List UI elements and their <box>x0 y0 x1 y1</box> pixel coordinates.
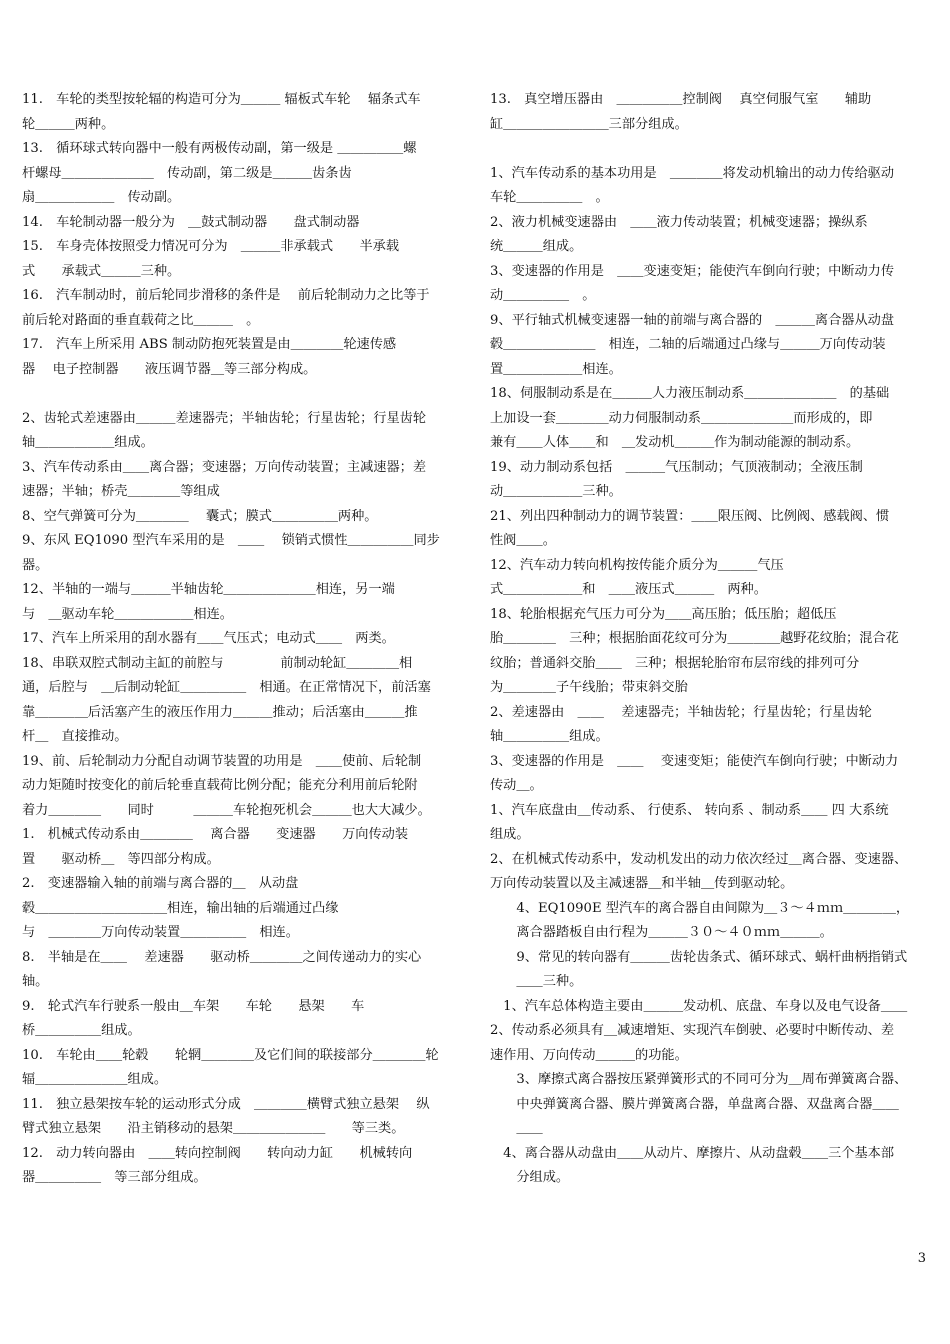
text-line: 10. 车轮由＿＿轮毂 轮辋＿＿＿＿及它们间的联接部分＿＿＿＿轮 <box>22 1047 439 1063</box>
text-line: 9、常见的转向器有＿＿＿齿轮齿条式、循环球式、蜗杆曲柄指销式 <box>490 949 908 965</box>
text-line: 11. 车轮的类型按轮辐的构造可分为＿＿＿ 辐板式车轮 辐条式车 <box>22 92 421 107</box>
text-line: 速器；半轴；桥壳＿＿＿＿等组成 <box>22 484 220 499</box>
text-line: ＿＿三种。 <box>490 974 583 989</box>
text-line: 离合器踏板自由行程为＿＿＿３０～４０ｍｍ＿＿＿。 <box>490 925 833 940</box>
text-line: 1. 机械式传动系由＿＿＿＿ 离合器 变速器 万向传动装 <box>22 827 409 842</box>
text-line: 车轮＿＿＿＿＿ 。 <box>490 190 609 205</box>
text-line: 桥＿＿＿＿＿组成。 <box>22 1023 141 1038</box>
text-line: 15. 车身壳体按照受力情况可分为 ＿＿＿非承载式 半承载 <box>22 239 400 254</box>
text-line: 2. 变速器输入轴的前端与离合器的＿ 从动盘 <box>22 876 299 891</box>
text-line: 式 承载式＿＿＿三种。 <box>22 263 181 279</box>
text-line: 杆螺母＿＿＿＿＿＿＿ 传动副，第二级是＿＿＿齿条齿 <box>22 165 352 181</box>
text-line: 兼有＿＿人体＿＿和 ＿发动机＿＿＿作为制动能源的制动系。 <box>490 435 860 450</box>
text-line: 11. 独立悬架按车轮的运动形式分成 ＿＿＿＿横臂式独立悬架 纵 <box>22 1096 430 1112</box>
text-line: 轴。 <box>22 974 49 989</box>
text-line: 毂＿＿＿＿＿＿＿＿＿＿相连，输出轴的后端通过凸缘 <box>22 900 339 916</box>
text-line: 扇＿＿＿＿＿＿ 传动副。 <box>22 190 181 205</box>
text-line: 2、齿轮式差速器由＿＿＿差速器壳；半轴齿轮；行星齿轮；行星齿轮 <box>22 410 427 426</box>
text-line: 器。 <box>22 557 49 573</box>
text-line: 式＿＿＿＿＿＿和 ＿＿液压式＿＿＿ 两种。 <box>490 582 767 597</box>
text-line: 9、东风 EQ1090 型汽车采用的是 ＿＿ 锁销式惯性＿＿＿＿＿同步 <box>22 533 440 548</box>
left-column <box>22 88 460 1191</box>
text-line: 组成。 <box>490 827 530 842</box>
text-line: 着力＿＿＿＿ 同时 ＿＿＿车轮抱死机会＿＿＿也大大减少。 <box>22 802 431 818</box>
text-line: 臂式独立悬架 沿主销移动的悬架＿＿＿＿＿＿＿ 等三类。 <box>22 1121 405 1136</box>
text-line: 4、离合器从动盘由＿＿从动片、摩擦片、从动盘毂＿＿三个基本部 <box>490 1145 895 1161</box>
text-line: 17. 汽车上所采用 ABS 制动防抱死装置是由＿＿＿＿轮速传感 <box>22 337 397 352</box>
blank-line <box>490 137 928 162</box>
text-line: 置 驱动桥＿ 等四部分构成。 <box>22 851 220 867</box>
text-line: 分组成。 <box>490 1170 570 1185</box>
text-line: 靠＿＿＿＿后活塞产生的液压作用力＿＿＿推动；后活塞由＿＿＿推 <box>22 704 418 720</box>
text-line: 性阀＿＿。 <box>490 533 556 548</box>
text-line: 轴＿＿＿＿＿组成。 <box>490 729 609 744</box>
text-line: 统＿＿＿组成。 <box>490 239 583 254</box>
text-line: 为＿＿＿＿子午线胎；带束斜交胎 <box>490 680 688 695</box>
text-line: 9. 轮式汽车行驶系一般由＿车架 车轮 悬架 车 <box>22 998 365 1014</box>
text-line: 速作用、万向传动＿＿＿的功能。 <box>490 1047 688 1063</box>
text-line: 3、摩擦式离合器按压紧弹簧形式的不同可分为＿周布弹簧离合器、 <box>490 1072 908 1087</box>
text-line: 器 电子控制器 液压调节器＿等三部分构成。 <box>22 361 317 377</box>
text-line: 8. 半轴是在＿＿ 差速器 驱动桥＿＿＿＿之间传递动力的实心 <box>22 949 422 965</box>
text-line: 毂＿＿＿＿＿＿＿ 相连，二轴的后端通过凸缘与＿＿＿万向传动装 <box>490 337 886 352</box>
text-line: 18、串联双腔式制动主缸的前腔与 前制动轮缸＿＿＿＿相 <box>22 655 413 671</box>
text-line: 1、汽车底盘由＿传动系、 行使系、 转向系 、制动系＿＿ 四 大系统 <box>490 802 889 818</box>
text-line: 21、列出四种制动力的调节装置：＿＿限压阀、比例阀、感载阀、惯 <box>490 508 890 524</box>
text-line: 轮＿＿＿两种。 <box>22 116 115 132</box>
text-line: 3、变速器的作用是 ＿＿变速变矩；能使汽车倒向行驶；中断动力传 <box>490 263 895 279</box>
text-line: 13. 循环球式转向器中一般有两极传动副，第一级是 ＿＿＿＿＿螺 <box>22 141 417 156</box>
text-line: 通，后腔与 ＿后制动轮缸＿＿＿＿＿ 相通。在正常情况下，前活塞 <box>22 680 431 695</box>
page-number: 3 <box>917 1251 926 1266</box>
text-line: 3、变速器的作用是 ＿＿ 变速变矩；能使汽车倒向行驶；中断动力 <box>490 753 899 769</box>
text-line: 2、在机械式传动系中，发动机发出的动力依次经过＿离合器、变速器、 <box>490 851 908 867</box>
text-line: ＿＿ <box>490 1121 543 1136</box>
text-line: 18、伺服制动系是在＿＿＿人力液压制动系＿＿＿＿＿＿＿ 的基础 <box>490 386 890 401</box>
text-line: 杆＿ 直接推动。 <box>22 729 128 744</box>
blank-line <box>22 382 460 407</box>
text-line: 4、EQ1090E 型汽车的离合器自由间隙为＿３～４ｍｍ＿＿＿＿， <box>490 900 910 916</box>
text-line: 14. 车轮制动器一般分为 ＿鼓式制动器 盘式制动器 <box>22 214 360 230</box>
text-line: 置＿＿＿＿＿＿相连。 <box>490 361 622 377</box>
text-line: 18、轮胎根据充气压力可分为＿＿高压胎；低压胎；超低压 <box>490 606 837 622</box>
text-line: 纹胎；普通斜交胎＿＿ 三种；根据轮胎帘布层帘线的排列可分 <box>490 655 860 671</box>
text-line: 2、液力机械变速器由 ＿＿液力传动装置；机械变速器；操纵系 <box>490 214 868 230</box>
text-line: 12、汽车动力转向机构按传能介质分为＿＿＿气压 <box>490 557 784 573</box>
text-line: 9、平行轴式机械变速器一轴的前端与离合器的 ＿＿＿离合器从动盘 <box>490 312 895 328</box>
text-line: 动＿＿＿＿＿＿三种。 <box>490 484 622 499</box>
text-line: 19、动力制动系包括 ＿＿＿气压制动；气顶液制动；全液压制 <box>490 459 863 475</box>
text-line: 辐＿＿＿＿＿＿＿组成。 <box>22 1072 168 1087</box>
text-line: 3、汽车传动系由＿＿离合器；变速器；万向传动装置；主减速器；差 <box>22 459 427 475</box>
text-line: 16. 汽车制动时，前后轮同步滑移的条件是 前后轮制动力之比等于 <box>22 288 430 303</box>
text-line: 传动＿。 <box>490 778 543 793</box>
text-line: 万向传动装置以及主减速器＿和半轴＿传到驱动轮。 <box>490 876 794 891</box>
text-line: 12. 动力转向器由 ＿＿转向控制阀 转向动力缸 机械转向 <box>22 1145 413 1161</box>
text-line: 19、前、后轮制动力分配自动调节装置的功用是 ＿＿使前、后轮制 <box>22 753 422 769</box>
right-column <box>490 88 928 1191</box>
text-line: 动＿＿＿＿＿ 。 <box>490 288 596 303</box>
text-line: 1、汽车总体构造主要由＿＿＿发动机、底盘、车身以及电气设备＿＿ <box>490 998 908 1014</box>
text-line: 1、汽车传动系的基本功用是 ＿＿＿＿将发动机输出的动力传给驱动 <box>490 165 895 181</box>
text-line: 12、半轴的一端与＿＿＿半轴齿轮＿＿＿＿＿＿＿相连，另一端 <box>22 582 395 597</box>
text-line: 器＿＿＿＿＿ 等三部分组成。 <box>22 1170 207 1185</box>
text-line: 与 ＿＿＿＿万向传动装置＿＿＿＿＿ 相连。 <box>22 925 299 940</box>
text-line: 胎＿＿＿＿ 三种；根据胎面花纹可分为＿＿＿＿越野花纹胎；混合花 <box>490 631 899 646</box>
text-line: 中央弹簧离合器、膜片弹簧离合器，单盘离合器、双盘离合器＿＿ <box>490 1096 899 1112</box>
text-line: 缸＿＿＿＿＿＿＿＿三部分组成。 <box>490 116 688 132</box>
text-line: 上加设一套＿＿＿＿动力伺服制动系＿＿＿＿＿＿＿而形成的，即 <box>490 410 873 426</box>
text-line: 17、汽车上所采用的刮水器有＿＿气压式；电动式＿＿ 两类。 <box>22 631 395 646</box>
text-line: 轴＿＿＿＿＿＿组成。 <box>22 435 154 450</box>
text-line: 动力矩随时按变化的前后轮垂直载荷比例分配；能充分利用前后轮附 <box>22 778 418 793</box>
text-line: 8、空气弹簧可分为＿＿＿＿ 囊式；膜式＿＿＿＿＿两种。 <box>22 508 378 524</box>
text-line: 13. 真空增压器由 ＿＿＿＿＿控制阀 真空伺服气室 辅助 <box>490 92 872 107</box>
text-line: 前后轮对路面的垂直载荷之比＿＿＿ 。 <box>22 312 260 328</box>
text-line: 2、传动系必须具有＿减速增矩、实现汽车倒驶、必要时中断传动、差 <box>490 1023 895 1038</box>
text-line: 与 ＿驱动车轮＿＿＿＿＿＿相连。 <box>22 606 233 622</box>
text-line: 2、差速器由 ＿＿ 差速器壳；半轴齿轮；行星齿轮；行星齿轮 <box>490 704 872 720</box>
